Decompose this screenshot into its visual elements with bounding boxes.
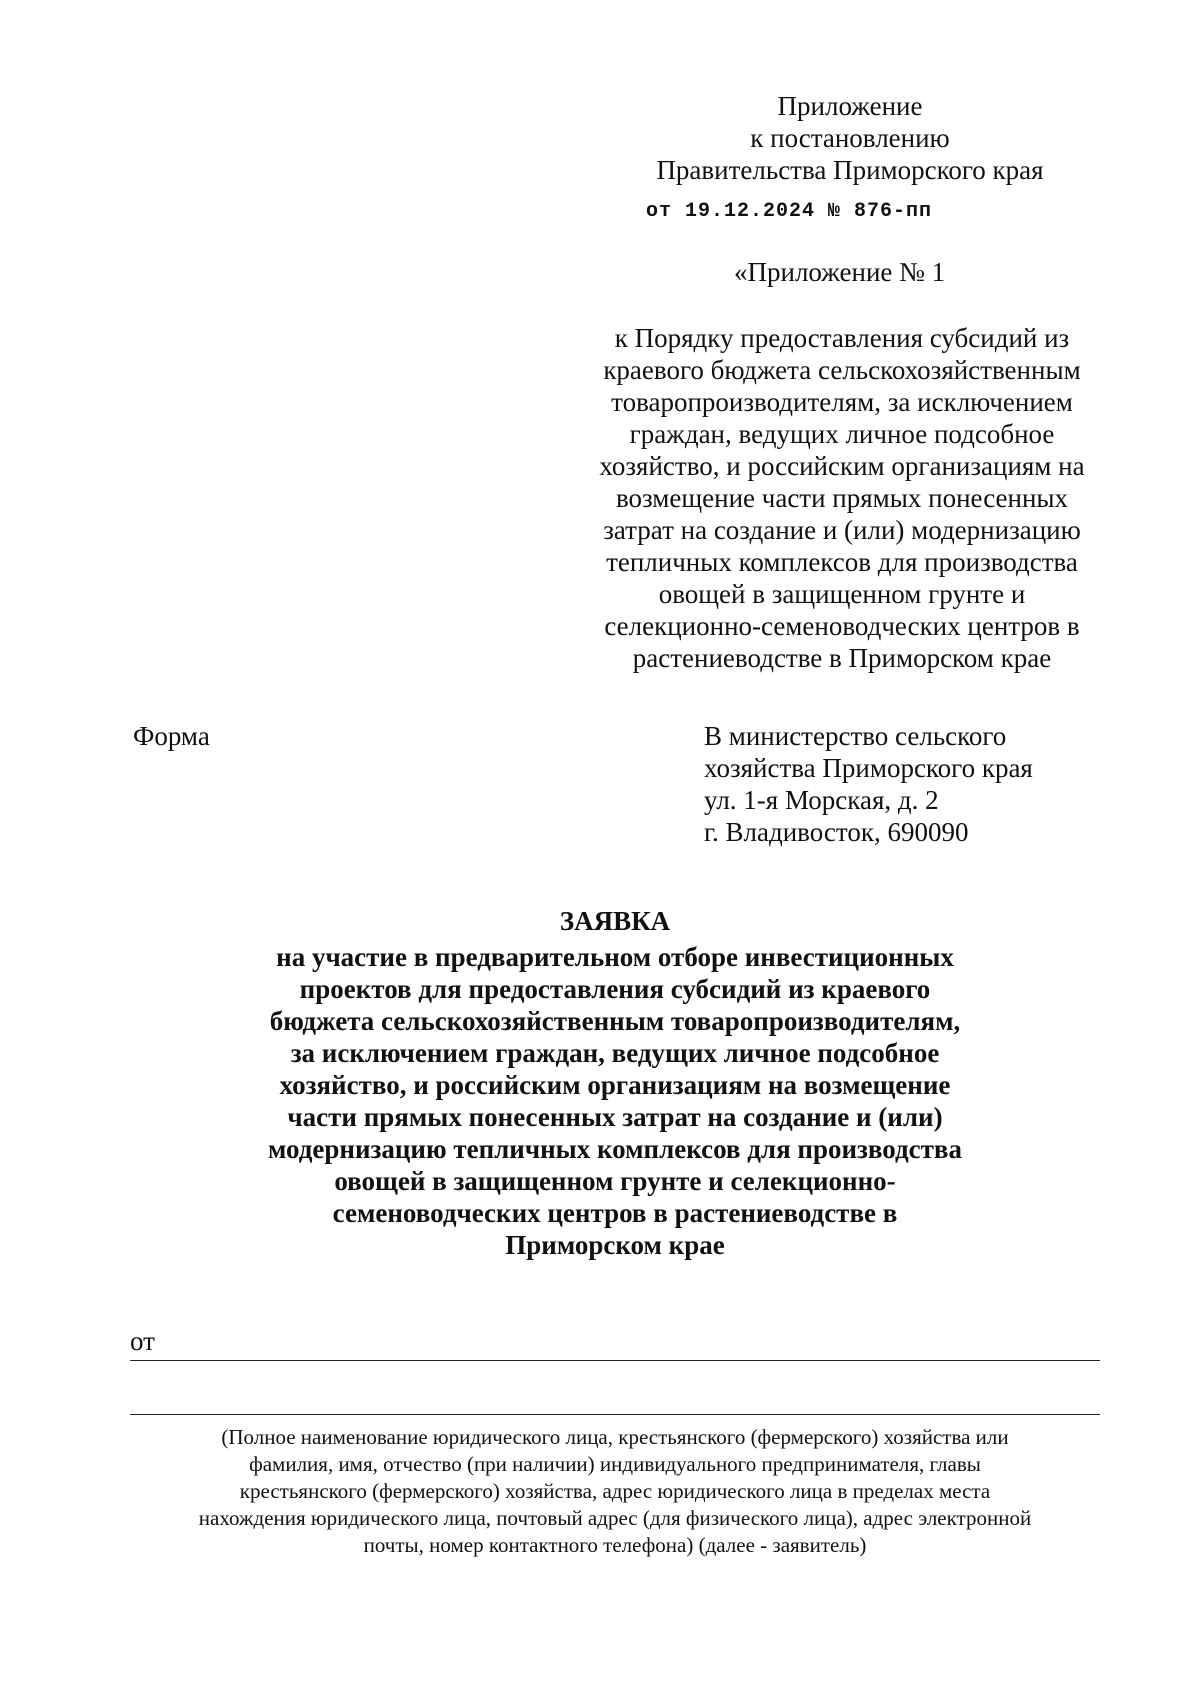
addressee-line: хозяйства Приморского края bbox=[704, 753, 1033, 783]
from-label: от bbox=[130, 1326, 155, 1356]
subtitle-line: овощей в защищенном грунте и селекционно- bbox=[334, 1166, 896, 1196]
title-text: ЗАЯВКА bbox=[559, 906, 671, 936]
approval-line-2: к постановлению bbox=[750, 123, 950, 153]
subtitle-line: проектов для предоставления субсидий из краевого bbox=[299, 974, 931, 1004]
order-line: овощей в защищенном грунте и bbox=[658, 579, 1026, 609]
application-subtitle bbox=[150, 941, 1080, 1261]
addressee-block bbox=[704, 720, 1033, 848]
order-line: затрат на создание и (или) модернизацию bbox=[603, 515, 1081, 545]
order-line: растениеводстве в Приморском крае bbox=[632, 643, 1052, 673]
order-reference-block bbox=[572, 322, 1112, 674]
order-line: тепличных комплексов для производства bbox=[606, 547, 1078, 577]
order-line: селекционно-семеноводческих центров в bbox=[604, 611, 1080, 641]
applicant-caption bbox=[110, 1424, 1120, 1559]
subtitle-line: Приморском крае bbox=[505, 1230, 725, 1260]
form-label: Форма bbox=[133, 721, 210, 751]
subtitle-line: части прямых понесенных затрат на создание и (или) bbox=[287, 1102, 943, 1132]
order-line: хозяйство, и российским организациям на bbox=[599, 451, 1085, 481]
order-line: граждан, ведущих личное подсобное bbox=[629, 419, 1055, 449]
subtitle-line: бюджета сельскохозяйственным товаропроизводителям, bbox=[269, 1006, 961, 1036]
subtitle-line: хозяйство, и российским организациям на возмещение bbox=[279, 1070, 951, 1100]
approval-block bbox=[600, 90, 1100, 186]
caption-line: (Полное наименование юридического лица, крестьянского (фермерского) хозяйства или bbox=[221, 1425, 1009, 1449]
caption-line: нахождения юридического лица, почтовый адрес (для физического лица), адрес электронной bbox=[198, 1506, 1032, 1530]
subtitle-line: модернизацию тепличных комплексов для производства bbox=[267, 1134, 963, 1164]
from-field[interactable] bbox=[170, 1325, 1100, 1357]
caption-line: крестьянского (фермерского) хозяйства, адрес юридического лица в пределах места bbox=[239, 1479, 991, 1503]
application-title bbox=[150, 905, 1080, 937]
from-underline bbox=[130, 1360, 1100, 1361]
order-line: к Порядку предоставления субсидий из bbox=[614, 323, 1070, 353]
approval-line-3: Правительства Приморского края bbox=[656, 155, 1044, 185]
appendix-label: «Приложение № 1 bbox=[734, 257, 946, 287]
subtitle-line: на участие в предварительном отборе инвестиционных bbox=[276, 942, 954, 972]
caption-line: фамилия, имя, отчество (при наличии) индивидуального предпринимателя, главы bbox=[249, 1452, 981, 1476]
caption-line: почты, номер контактного телефона) (далее - заявитель) bbox=[363, 1533, 867, 1557]
addressee-line: В министерство сельского bbox=[704, 721, 1007, 751]
order-line: возмещение части прямых понесенных bbox=[615, 483, 1069, 513]
addressee-line: г. Владивосток, 690090 bbox=[704, 817, 969, 847]
subtitle-line: семеноводческих центров в растениеводстве в bbox=[332, 1198, 898, 1228]
order-line: краевого бюджета сельскохозяйственным bbox=[603, 355, 1081, 385]
subtitle-line: за исключением граждан, ведущих личное подсобное bbox=[290, 1038, 940, 1068]
approval-line-1: Приложение bbox=[777, 91, 923, 121]
order-line: товаропроизводителям, за исключением bbox=[611, 387, 1073, 417]
applicant-details-line bbox=[130, 1414, 1100, 1415]
addressee-line: ул. 1-я Морская, д. 2 bbox=[704, 785, 939, 815]
decree-number: от 19.12.2024 № 876-пп bbox=[646, 200, 933, 223]
